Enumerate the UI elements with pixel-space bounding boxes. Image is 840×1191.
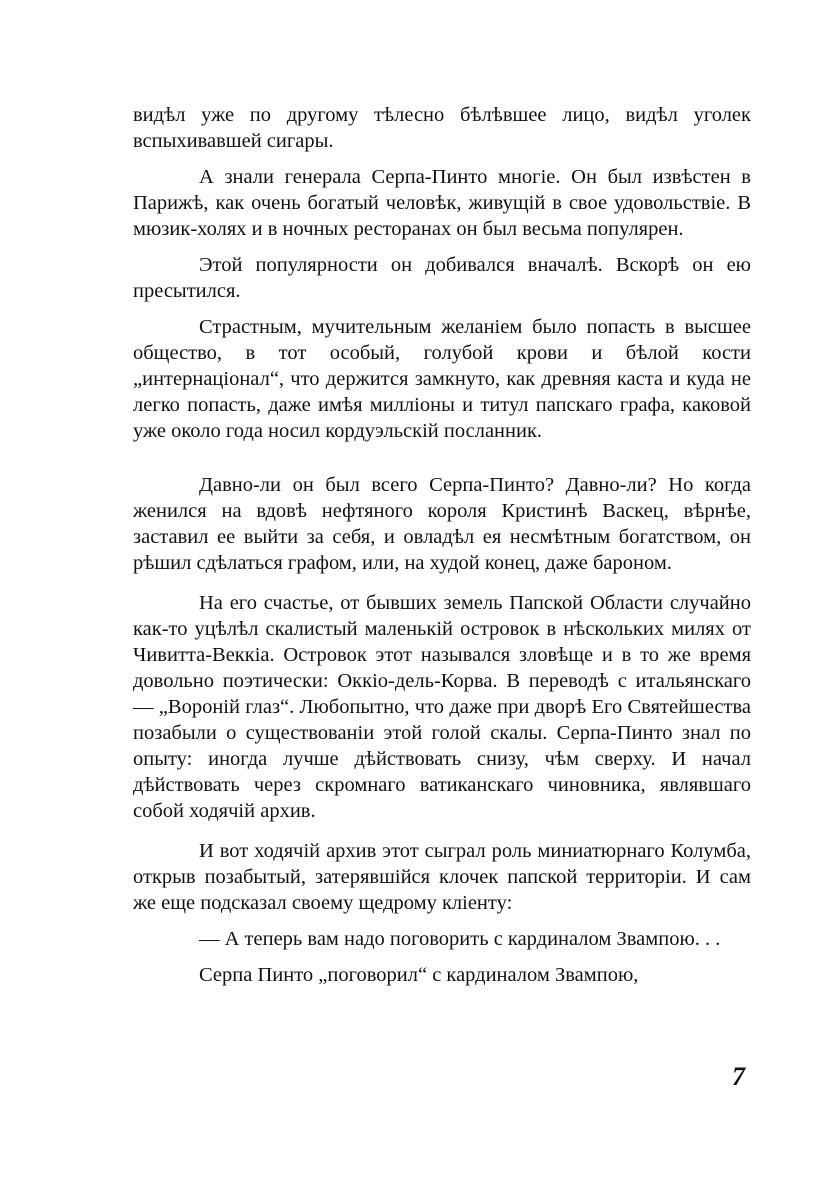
paragraph: Страстным, мучительным желанiем было попасть в высшее общество, в тот особый, голубой крови и бѣлой кости „интернацiонал“, что держится замкнуто, как древняя каста и куда не легко попасть, даже имѣя миллiоны и титул папскаго графа, каковой уже около года носил кордуэльскiй посланник.	[133, 316, 751, 442]
paragraph: И вот ходячiй архив этот сыграл роль миниатюрнаго Колумба, открыв позабытый, затерявшiйся клочек папской территорiи. И сам же еще подсказал своему щедрому клiенту:	[133, 840, 751, 914]
paragraph: Серпа Пинто „поговорил“ с кардиналом Звампою,	[199, 964, 639, 986]
paragraph-dialogue: — А теперь вам надо поговорить с кардиналом Звампою. . .	[199, 928, 721, 950]
paragraph: На его счастье, от бывших земель Папской Области случайно как-то уцѣлѣл скалистый маленькiй островок в нѣскольких милях от Чивитта-Веккiа. Островок этот назывался зловѣще и в то же время довольно поэтически: Оккiо-дель-Корва. В переводѣ с итальянскаго — „Воронiй глаз“. Любопытно, что даже при дворѣ Его Святейшества позабыли о существованiи этой голой скалы. Серпа-Пинто знал по опыту: иногда лучше дѣйствовать снизу, чѣм сверху. И начал дѣйствовать через скромнаго ватиканскаго чиновника, являвшаго собой ходячiй архив.	[133, 592, 751, 822]
paragraph: А знали генерала Серпа-Пинто многiе. Он был извѣстен в Парижѣ, как очень богатый человѣк, живущiй в свое удовольствiе. В мюзик-холях и в ночных ресторанах он был весьма популярен.	[133, 166, 751, 240]
page-number: 7	[732, 1062, 745, 1091]
paragraph: Этой популярности он добивался вначалѣ. Вскорѣ он ею пресытился.	[133, 254, 751, 302]
paragraph: Давно-ли он был всего Серпа-Пинто? Давно-ли? Но когда женился на вдовѣ нефтяного короля Кристинѣ Васкец, вѣрнѣе, заставил ее выйти за себя, и овладѣл ея несмѣтным богатством, он рѣшил сдѣлаться графом, или, на худой конец, даже бароном.	[133, 474, 751, 574]
page-text	[133, 102, 751, 988]
paragraph-continuation: видѣл уже по другому тѣлесно бѣлѣвшее лицо, видѣл уголек вспыхивавшей сигары.	[133, 104, 751, 152]
